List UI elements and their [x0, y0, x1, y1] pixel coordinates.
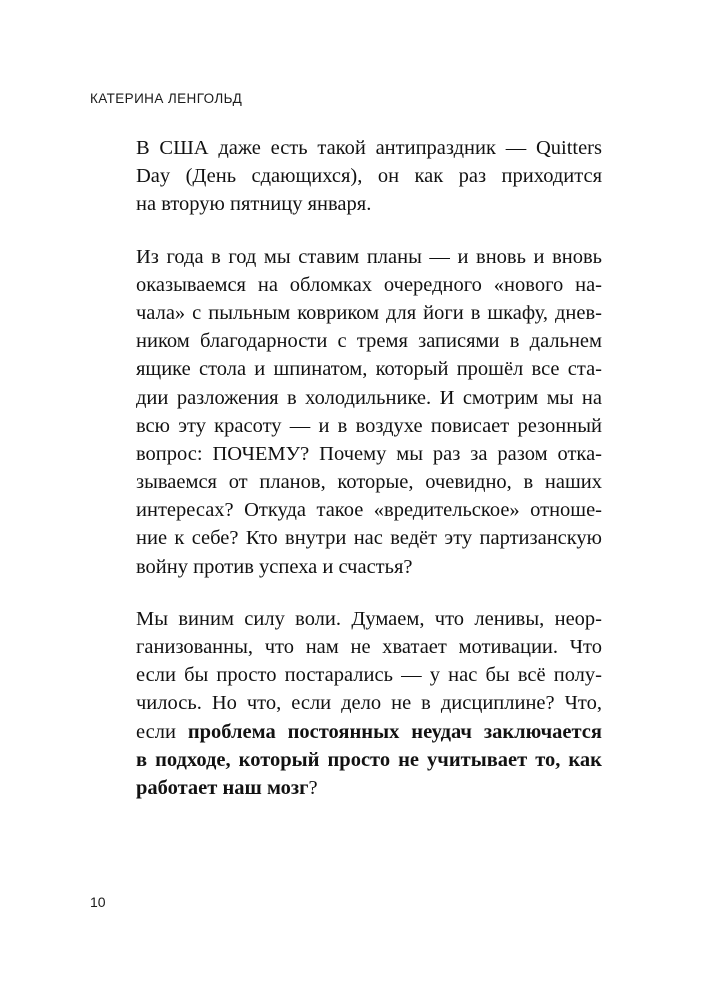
text-line: вопрос: ПОЧЕМУ? Почему мы раз за разом отка-: [136, 442, 602, 465]
text-line: оказываемся на обломках очередного «нового на-: [136, 273, 602, 296]
paragraph-3: [136, 605, 602, 802]
body-text: [136, 134, 602, 826]
text-line: войну против успеха и счастья?: [136, 555, 413, 578]
text-line: В США даже есть такой антипраздник — Quitters: [136, 137, 602, 159]
text-line: Мы виним силу воли. Думаем, что ленивы, неор-: [136, 607, 602, 630]
text-line: Day (День сдающихся), он как раз приходится: [136, 165, 602, 188]
text-line: интересах? Откуда такое «вредительское» отноше-: [136, 499, 602, 522]
plain-text: ?: [308, 776, 318, 799]
text-line: ганизованны, что нам не хватает мотивации. Что: [136, 636, 602, 658]
paragraph-1: [136, 134, 602, 219]
text-line: дии разложения в холодильнике. И смотрим мы на: [136, 386, 602, 409]
text-line: зываемся от планов, которые, очевидно, в наших: [136, 471, 602, 494]
text-line-mixed: [136, 718, 602, 746]
text-line: ние к себе? Кто внутри нас ведёт эту партизанскую: [136, 527, 602, 550]
bold-emphasis: работает наш мозг: [136, 776, 309, 799]
text-line: на вторую пятницу января.: [136, 193, 372, 216]
bold-emphasis-line: в подходе, который просто не учитывает то, как: [136, 748, 602, 771]
text-line: всю эту красоту — и в воздухе повисает резонный: [136, 414, 602, 437]
text-line-mixed: [136, 774, 602, 802]
running-header: КАТЕРИНА ЛЕНГОЛЬД: [90, 91, 243, 106]
text-line: чилось. Но что, если дело не в дисциплине? Что,: [136, 692, 602, 715]
bold-emphasis: проблема постоянных неудач заключается: [187, 720, 602, 743]
text-line: если бы просто постарались — у нас бы всё полу-: [136, 664, 602, 687]
text-line: Из года в год мы ставим планы — и вновь и вновь: [136, 245, 602, 268]
paragraph-2: [136, 243, 602, 581]
plain-text: если: [136, 720, 188, 743]
text-line: ником благодарности с тремя записями в дальнем: [136, 330, 602, 353]
text-line: чала» с пыльным ковриком для йоги в шкафу, днев-: [136, 301, 602, 324]
text-line: ящике стола и шпинатом, который прошёл все ста-: [136, 358, 602, 381]
page-number: 10: [90, 894, 106, 910]
